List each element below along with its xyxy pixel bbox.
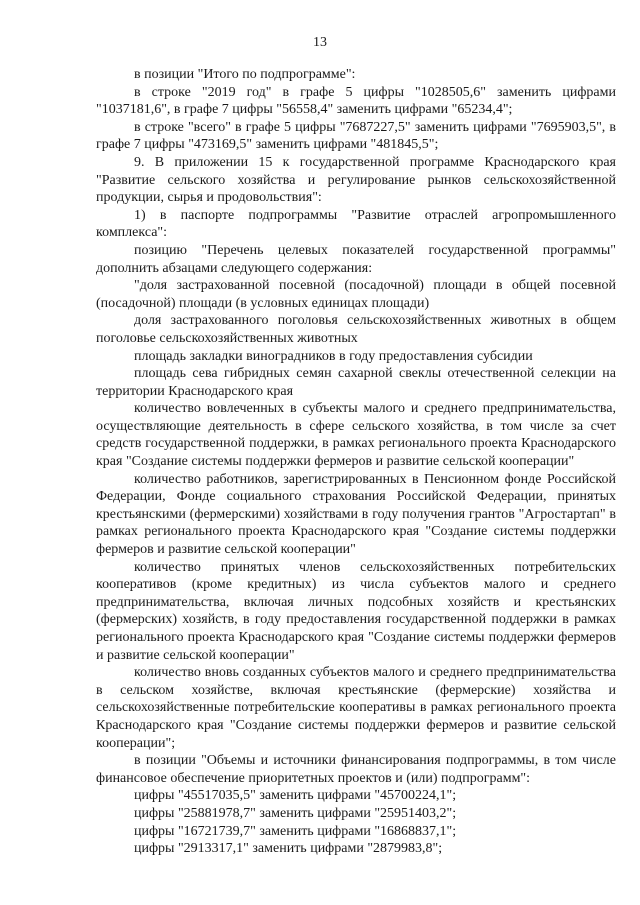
paragraph: 9. В приложении 15 к государственной программе Краснодарского края "Развитие сельского хозяйства и регулирование рынков сельскохозяйственной продукции, сырья и продовольствия": bbox=[96, 154, 616, 206]
paragraph: площадь сева гибридных семян сахарной свеклы отечественной селекции на территории Краснодарского края bbox=[96, 366, 616, 399]
paragraph: количество работников, зарегистрированных в Пенсионном фонде Российской Федерации, Фонде социального страхования Российской Федерации, принятых крестьянскими (фермерскими) хозяйствами в году получения грантов "Агростартап" в рамках регионального проекта Краснодарского края "Создание системы поддержки фермеров и развитие сельской кооперации" bbox=[96, 471, 616, 558]
paragraph: в строке "всего" в графе 5 цифры "7687227,5" заменить цифрами "7695903,5", в графе 7 цифры "473169,5" заменить цифрами "481845,5"; bbox=[96, 119, 616, 153]
paragraph: цифры "25881978,7" заменить цифрами "25951403,2"; bbox=[134, 805, 457, 821]
paragraph: 1) в паспорте подпрограммы "Развитие отраслей агропромышленного комплекса": bbox=[96, 207, 616, 241]
paragraph: цифры "2913317,1" заменить цифрами "2879983,8"; bbox=[134, 841, 443, 857]
paragraph: в позиции "Объемы и источники финансирования подпрограммы, в том числе финансовое обеспечение приоритетных проектов и (или) подпрограмм": bbox=[96, 753, 616, 786]
paragraph: позицию "Перечень целевых показателей государственной программы" дополнить абзацами следующего содержания: bbox=[96, 242, 616, 276]
paragraph: в строке "2019 год" в графе 5 цифры "1028505,6" заменить цифрами "1037181,6", в графе 7 цифры "56558,4" заменить цифрами "65234,4"; bbox=[96, 84, 616, 118]
paragraph: количество вновь созданных субъектов малого и среднего предпринимательства в сельском хозяйстве, включая крестьянские (фермерские) хозяйства и сельскохозяйственные потребительские кооперативы в рамках регионального проекта Краснодарского края "Создание системы поддержки фермеров и развитие сельской кооперации"; bbox=[96, 665, 616, 751]
paragraph: площадь закладки виноградников в году предоставления субсидии bbox=[134, 348, 533, 364]
paragraph: доля застрахованного поголовья сельскохозяйственных животных в общем поголовье сельскохозяйственных животных bbox=[96, 313, 616, 346]
paragraph: цифры "16721739,7" заменить цифрами "16868837,1"; bbox=[134, 823, 457, 839]
paragraph: цифры "45517035,5" заменить цифрами "45700224,1"; bbox=[134, 788, 457, 804]
paragraph: количество принятых членов сельскохозяйственных потребительских кооперативов (кроме кредитных) из числа субъектов малого и среднего предпринимательства, включая личных подсобных хозяйств и крестьянских (фермерских) хозяйств, в году предоставления государственной поддержки в рамках регионального проекта Краснодарского края "Создание системы поддержки фермеров и развитие сельской кооперации" bbox=[96, 559, 616, 663]
document-body bbox=[96, 66, 616, 858]
paragraph: количество вовлеченных в субъекты малого и среднего предпринимательства, осуществляющие деятельность в сфере сельского хозяйства, в том числе за счет средств государственной поддержки, в рамках регионального проекта Краснодарского края "Создание системы поддержки фермеров и развитие сельской кооперации" bbox=[96, 401, 616, 470]
page-number: 13 bbox=[313, 35, 327, 50]
paragraph: в позиции "Итого по подпрограмме": bbox=[134, 67, 356, 82]
paragraph: "доля застрахованной посевной (посадочной) площади в общей посевной (посадочной) площади (в условных единицах площади) bbox=[96, 278, 616, 311]
